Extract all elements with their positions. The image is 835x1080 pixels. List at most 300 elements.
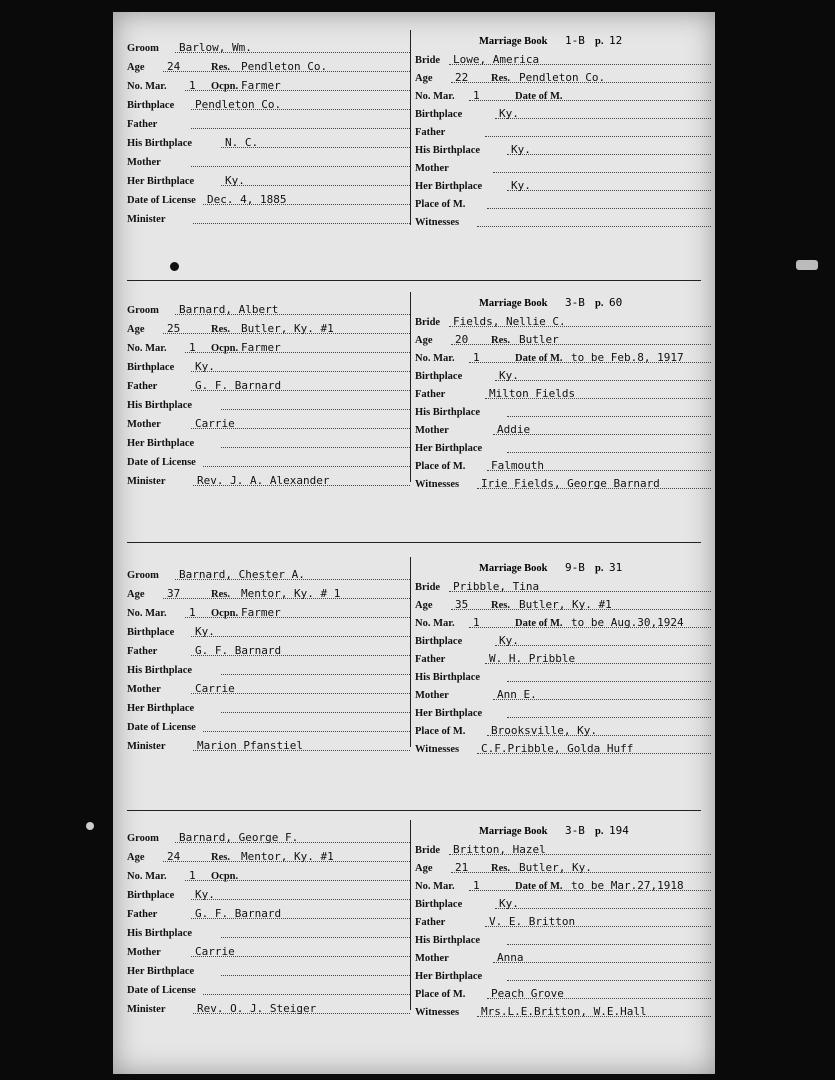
form-row	[415, 948, 711, 966]
form-row	[415, 984, 711, 1002]
book-number: 9-B	[565, 561, 585, 574]
form-row	[415, 158, 711, 176]
field-label: Father	[415, 654, 446, 665]
field-value: Farmer	[241, 79, 281, 92]
field-label: Res.	[211, 62, 230, 73]
form-row	[127, 866, 410, 884]
form-row	[127, 76, 410, 94]
dotted-line	[507, 717, 711, 718]
form-row	[127, 999, 410, 1017]
field-label: Father	[127, 381, 158, 392]
form-row	[127, 698, 410, 716]
form-row	[415, 685, 711, 703]
field-label: His Birthplace	[127, 665, 193, 676]
field-label: Place of M.	[415, 989, 466, 1000]
form-row	[415, 649, 711, 667]
field-label: Father	[127, 119, 158, 130]
field-label: Father	[127, 646, 158, 657]
form-row	[415, 86, 711, 104]
form-row	[127, 357, 410, 375]
field-label: Ocpn.	[211, 871, 239, 882]
marriage-book-reference	[415, 559, 711, 575]
field-value: G. F. Barnard	[195, 907, 282, 920]
field-label: Her Birthplace	[415, 443, 483, 454]
field-label: His Birthplace	[415, 145, 481, 156]
form-row	[127, 961, 410, 979]
form-row	[127, 471, 410, 489]
field-value: Ky.	[511, 179, 531, 192]
field-label: Minister	[127, 476, 166, 487]
dotted-line	[191, 166, 410, 167]
page-number: 12	[609, 34, 623, 47]
field-label: Mother	[415, 690, 449, 701]
field-label: Res.	[211, 589, 230, 600]
record-separator	[127, 810, 701, 811]
form-row	[127, 57, 410, 75]
marriage-book-label: Marriage Book	[479, 826, 548, 837]
page-label: p.	[595, 298, 604, 309]
form-row	[415, 384, 711, 402]
field-value: 1	[189, 869, 196, 882]
field-label: Groom	[127, 43, 159, 54]
form-row	[415, 330, 711, 348]
form-row	[127, 980, 410, 998]
dotted-line	[507, 681, 711, 682]
field-label: No. Mar.	[415, 353, 455, 364]
field-label: His Birthplace	[415, 672, 481, 683]
dotted-line	[493, 962, 711, 963]
form-row	[127, 565, 410, 583]
dotted-line	[495, 380, 711, 381]
field-value: Dec. 4, 1885	[207, 193, 287, 206]
dotted-line	[221, 937, 410, 938]
field-value: to be Feb.8, 1917	[571, 351, 684, 364]
dotted-line	[191, 128, 410, 129]
field-value: Fields, Nellie C.	[453, 315, 566, 328]
marriage-book-label: Marriage Book	[479, 298, 548, 309]
form-row	[127, 885, 410, 903]
form-row	[415, 122, 711, 140]
field-value: 24	[167, 850, 181, 863]
field-label: His Birthplace	[415, 407, 481, 418]
form-row	[415, 140, 711, 158]
form-row	[415, 50, 711, 68]
form-row	[127, 923, 410, 941]
dotted-line	[507, 944, 711, 945]
field-label: Her Birthplace	[127, 176, 195, 187]
field-value: G. F. Barnard	[195, 644, 282, 657]
field-value: Rev. O. J. Steiger	[197, 1002, 317, 1015]
field-value: Ky.	[195, 888, 215, 901]
field-label: Res.	[491, 863, 510, 874]
form-row	[415, 456, 711, 474]
field-label: Ocpn.	[211, 343, 239, 354]
field-value: Britton, Hazel	[453, 843, 546, 856]
book-number: 3-B	[565, 296, 585, 309]
field-label: No. Mar.	[415, 618, 455, 629]
form-row	[415, 420, 711, 438]
form-row	[127, 38, 410, 56]
field-label: Age	[127, 852, 145, 863]
field-value: Ann E.	[497, 688, 537, 701]
form-row	[415, 721, 711, 739]
form-row	[415, 438, 711, 456]
field-label: Res.	[211, 852, 230, 863]
field-value: Ky.	[499, 897, 519, 910]
field-value: Ky.	[225, 174, 245, 187]
dotted-line	[493, 172, 711, 173]
field-value: Barnard, Albert	[179, 303, 279, 316]
form-row	[415, 876, 711, 894]
field-value: Ky.	[499, 107, 519, 120]
form-row	[415, 894, 711, 912]
page-number: 31	[609, 561, 623, 574]
field-value: V. E. Britton	[489, 915, 576, 928]
field-label: Place of M.	[415, 726, 466, 737]
form-row	[415, 366, 711, 384]
form-row	[415, 667, 711, 685]
dotted-line	[487, 208, 711, 209]
dotted-line	[477, 226, 711, 227]
field-value: Farmer	[241, 341, 281, 354]
dotted-line	[507, 452, 711, 453]
field-value: 1	[473, 616, 480, 629]
form-row	[415, 474, 711, 492]
field-label: Her Birthplace	[127, 966, 195, 977]
field-label: Age	[415, 335, 433, 346]
field-label: Her Birthplace	[127, 438, 195, 449]
field-label: Date of M.	[515, 618, 563, 629]
field-label: Mother	[127, 947, 161, 958]
form-row	[127, 414, 410, 432]
column-divider	[410, 557, 411, 747]
field-value: Mentor, Ky. # 1	[241, 587, 341, 600]
field-value: Barlow, Wm.	[179, 41, 252, 54]
form-row	[415, 930, 711, 948]
field-value: Pendleton Co.	[519, 71, 606, 84]
field-label: Bride	[415, 582, 441, 593]
field-label: Minister	[127, 214, 166, 225]
marriage-book-label: Marriage Book	[479, 36, 548, 47]
field-label: No. Mar.	[127, 343, 167, 354]
field-value: Ky.	[195, 360, 215, 373]
form-row	[415, 176, 711, 194]
dotted-line	[221, 409, 410, 410]
field-label: Mother	[415, 163, 449, 174]
form-row	[415, 312, 711, 330]
form-row	[415, 577, 711, 595]
form-row	[127, 452, 410, 470]
field-value: 1	[473, 89, 480, 102]
marriage-record	[113, 820, 715, 1020]
form-row	[415, 631, 711, 649]
field-label: Date of License	[127, 195, 196, 206]
form-row	[127, 660, 410, 678]
dotted-line	[495, 645, 711, 646]
field-value: Carrie	[195, 417, 235, 430]
dotted-line	[191, 636, 410, 637]
field-label: Her Birthplace	[415, 181, 483, 192]
field-label: Ocpn.	[211, 81, 239, 92]
form-row	[127, 641, 410, 659]
form-row	[127, 679, 410, 697]
film-speck	[86, 822, 94, 830]
dotted-line	[203, 731, 410, 732]
form-row	[127, 114, 410, 132]
form-row	[415, 966, 711, 984]
field-label: Her Birthplace	[127, 703, 195, 714]
field-label: Res.	[491, 73, 510, 84]
field-label: Father	[127, 909, 158, 920]
field-value: to be Mar.27,1918	[571, 879, 684, 892]
page-label: p.	[595, 36, 604, 47]
field-label: His Birthplace	[415, 935, 481, 946]
form-row	[415, 1002, 711, 1020]
field-value: Addie	[497, 423, 531, 436]
field-label: Witnesses	[415, 479, 460, 490]
field-label: Minister	[127, 1004, 166, 1015]
form-row	[127, 828, 410, 846]
dotted-line	[495, 908, 711, 909]
field-value: Mentor, Ky. #1	[241, 850, 334, 863]
field-label: No. Mar.	[127, 608, 167, 619]
field-value: 1	[189, 341, 196, 354]
field-label: Mother	[127, 157, 161, 168]
book-number: 1-B	[565, 34, 585, 47]
form-row	[127, 190, 410, 208]
record-separator	[127, 280, 701, 281]
field-value: Carrie	[195, 682, 235, 695]
field-value: Barnard, Chester A.	[179, 568, 305, 581]
field-value: Milton Fields	[489, 387, 576, 400]
form-row	[415, 104, 711, 122]
field-value: G. F. Barnard	[195, 379, 282, 392]
form-row	[127, 584, 410, 602]
field-value: Carrie	[195, 945, 235, 958]
field-value: Ky.	[499, 369, 519, 382]
form-row	[127, 736, 410, 754]
form-row	[127, 904, 410, 922]
field-value: Anna	[497, 951, 524, 964]
dotted-line	[191, 899, 410, 900]
dotted-line	[221, 447, 410, 448]
field-value: Pendleton Co.	[195, 98, 282, 111]
field-label: Bride	[415, 845, 441, 856]
dotted-line	[221, 712, 410, 713]
form-row	[415, 613, 711, 631]
field-label: Mother	[415, 953, 449, 964]
field-label: No. Mar.	[415, 91, 455, 102]
field-value: to be Aug.30,1924	[571, 616, 684, 629]
marriage-record	[113, 292, 715, 492]
dotted-line	[191, 371, 410, 372]
form-row	[415, 840, 711, 858]
field-value: 22	[455, 71, 469, 84]
field-label: Res.	[211, 324, 230, 335]
field-value: 35	[455, 598, 469, 611]
field-label: Age	[127, 324, 145, 335]
field-label: Birthplace	[415, 636, 463, 647]
field-label: Mother	[415, 425, 449, 436]
field-value: Butler	[519, 333, 559, 346]
form-row	[127, 319, 410, 337]
field-label: Minister	[127, 741, 166, 752]
field-label: Birthplace	[127, 890, 175, 901]
field-label: Ocpn.	[211, 608, 239, 619]
dotted-line	[507, 980, 711, 981]
form-row	[415, 912, 711, 930]
form-row	[127, 133, 410, 151]
field-label: Her Birthplace	[415, 708, 483, 719]
dotted-line	[193, 223, 410, 224]
dotted-line	[507, 416, 711, 417]
field-label: Date of M.	[515, 91, 563, 102]
field-label: Bride	[415, 317, 441, 328]
form-row	[415, 348, 711, 366]
field-value: 1	[189, 606, 196, 619]
field-value: 37	[167, 587, 181, 600]
field-label: Birthplace	[127, 362, 175, 373]
field-label: Birthplace	[415, 109, 463, 120]
field-label: Father	[415, 389, 446, 400]
book-number: 3-B	[565, 824, 585, 837]
field-label: Mother	[127, 684, 161, 695]
field-label: Mother	[127, 419, 161, 430]
field-label: Res.	[491, 335, 510, 346]
record-separator	[127, 542, 701, 543]
field-label: Father	[415, 127, 446, 138]
field-value: Falmouth	[491, 459, 544, 472]
field-value: Butler, Ky.	[519, 861, 592, 874]
marriage-book-reference	[415, 822, 711, 838]
column-divider	[410, 292, 411, 482]
marriage-book-label: Marriage Book	[479, 563, 548, 574]
form-row	[415, 703, 711, 721]
field-value: Irie Fields, George Barnard	[481, 477, 660, 490]
form-row	[127, 717, 410, 735]
field-label: Groom	[127, 570, 159, 581]
field-label: Place of M.	[415, 199, 466, 210]
field-label: Date of License	[127, 985, 196, 996]
form-row	[127, 395, 410, 413]
page-label: p.	[595, 563, 604, 574]
form-row	[127, 376, 410, 394]
form-row	[127, 433, 410, 451]
field-value: Ky.	[499, 634, 519, 647]
field-value: Lowe, America	[453, 53, 540, 66]
film-speck	[170, 262, 179, 271]
form-row	[127, 300, 410, 318]
field-value: C.F.Pribble, Golda Huff	[481, 742, 634, 755]
form-row	[127, 209, 410, 227]
field-value: 20	[455, 333, 469, 346]
field-label: Age	[415, 73, 433, 84]
form-row	[127, 338, 410, 356]
page-label: p.	[595, 826, 604, 837]
form-row	[415, 858, 711, 876]
field-value: 1	[473, 879, 480, 892]
field-label: His Birthplace	[127, 138, 193, 149]
form-row	[415, 595, 711, 613]
form-row	[127, 152, 410, 170]
field-label: Age	[415, 600, 433, 611]
marriage-record	[113, 557, 715, 757]
dotted-line	[221, 674, 410, 675]
field-value: Barnard, George F.	[179, 831, 299, 844]
dotted-line	[507, 190, 711, 191]
dotted-line	[221, 185, 410, 186]
field-value: 24	[167, 60, 181, 73]
field-value: Rev. J. A. Alexander	[197, 474, 330, 487]
field-label: No. Mar.	[127, 81, 167, 92]
form-row	[127, 171, 410, 189]
field-label: Birthplace	[127, 100, 175, 111]
field-label: Age	[127, 62, 145, 73]
field-value: N. C.	[225, 136, 259, 149]
film-speck	[796, 260, 818, 270]
form-row	[415, 68, 711, 86]
dotted-line	[221, 975, 410, 976]
field-label: Date of M.	[515, 353, 563, 364]
field-label: Age	[127, 589, 145, 600]
field-value: Mrs.L.E.Britton, W.E.Hall	[481, 1005, 647, 1018]
field-value: Marion Pfanstiel	[197, 739, 303, 752]
field-value: Peach Grove	[491, 987, 564, 1000]
form-row	[127, 847, 410, 865]
field-label: Birthplace	[415, 371, 463, 382]
marriage-book-reference	[415, 32, 711, 48]
field-label: Age	[415, 863, 433, 874]
form-row	[415, 402, 711, 420]
field-value: Butler, Ky. #1	[519, 598, 612, 611]
form-row	[127, 942, 410, 960]
field-value: 1	[473, 351, 480, 364]
field-value: 1	[189, 79, 196, 92]
page-number: 194	[609, 824, 629, 837]
field-value: 21	[455, 861, 469, 874]
column-divider	[410, 30, 411, 225]
dotted-line	[485, 136, 711, 137]
field-label: Witnesses	[415, 217, 460, 228]
field-label: Date of License	[127, 722, 196, 733]
field-label: Groom	[127, 305, 159, 316]
column-divider	[410, 820, 411, 1010]
dotted-line	[469, 100, 711, 101]
form-row	[127, 622, 410, 640]
field-label: No. Mar.	[127, 871, 167, 882]
field-label: Birthplace	[415, 899, 463, 910]
dotted-line	[495, 118, 711, 119]
field-value: Farmer	[241, 606, 281, 619]
marriage-book-reference	[415, 294, 711, 310]
marriage-record	[113, 30, 715, 235]
dotted-line	[507, 154, 711, 155]
field-label: Date of M.	[515, 881, 563, 892]
field-label: Father	[415, 917, 446, 928]
field-value: Butler, Ky. #1	[241, 322, 334, 335]
field-value: Brooksville, Ky.	[491, 724, 597, 737]
dotted-line	[203, 994, 410, 995]
marriage-record-card	[113, 12, 715, 1074]
field-label: Witnesses	[415, 1007, 460, 1018]
form-row	[127, 603, 410, 621]
field-value: 25	[167, 322, 181, 335]
field-label: His Birthplace	[127, 400, 193, 411]
page-number: 60	[609, 296, 623, 309]
field-label: Place of M.	[415, 461, 466, 472]
field-label: His Birthplace	[127, 928, 193, 939]
dotted-line	[451, 344, 711, 345]
